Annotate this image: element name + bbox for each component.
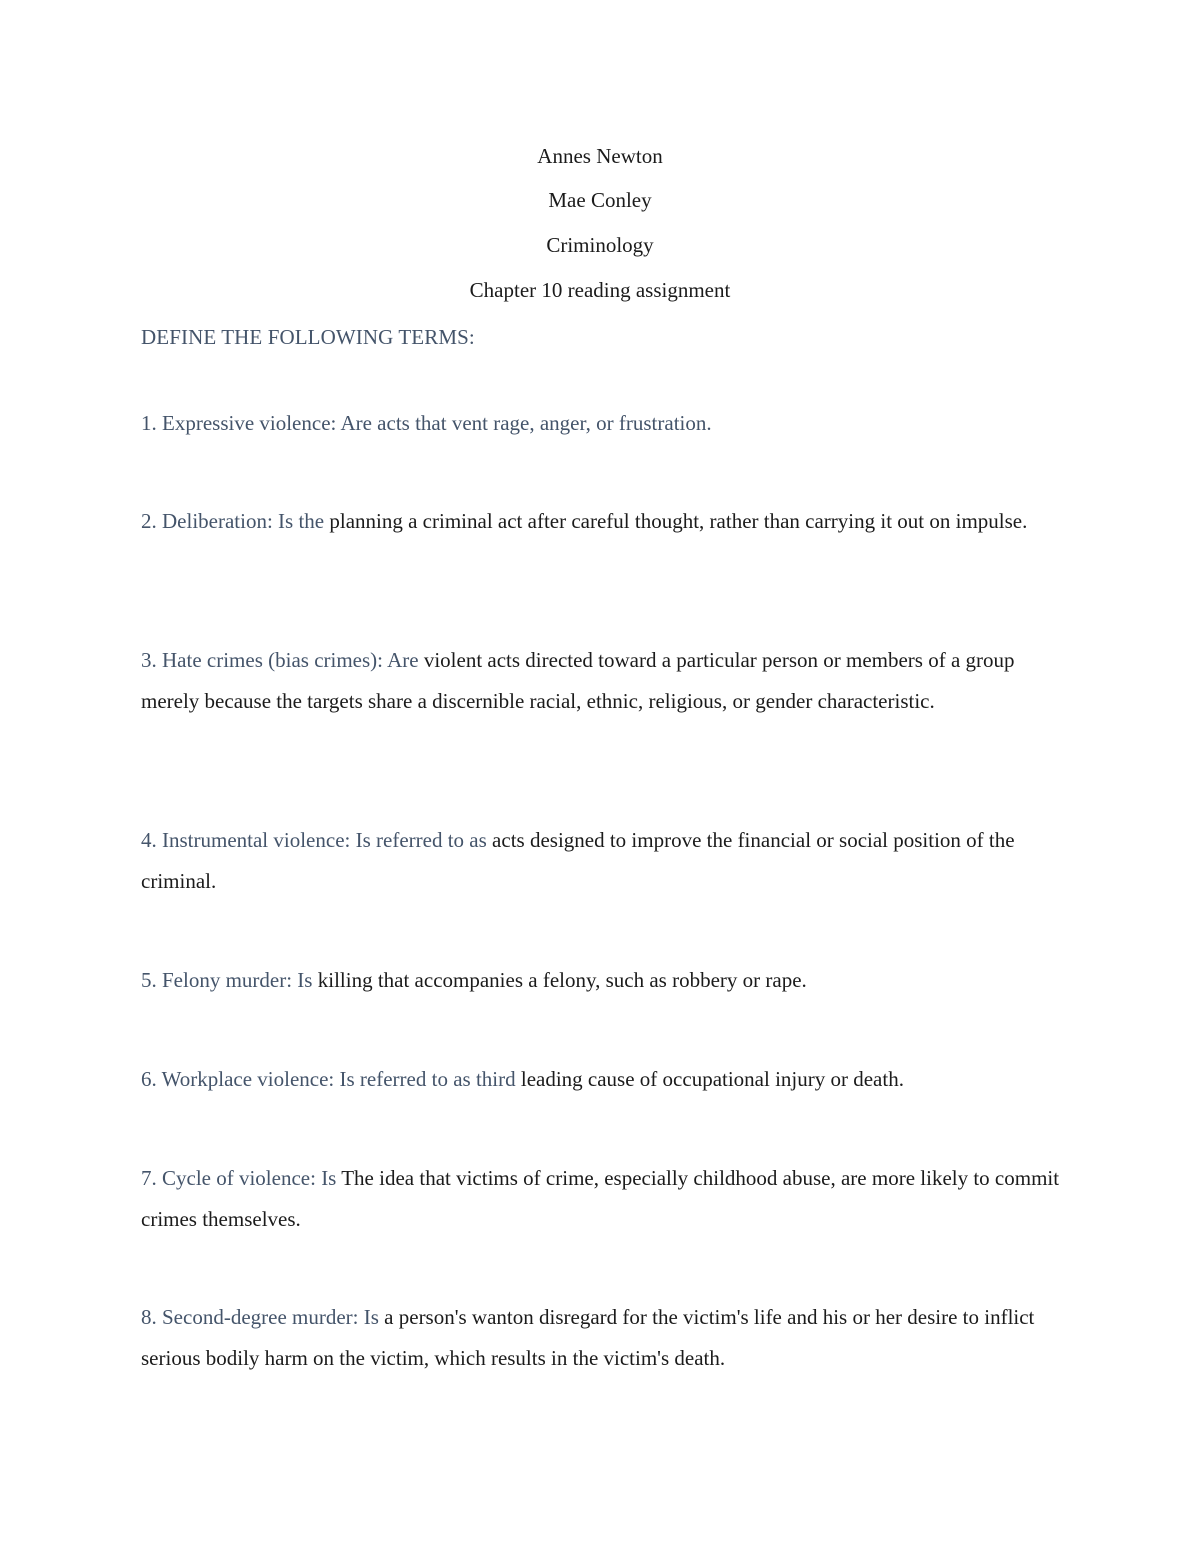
term-label: 4. Instrumental violence: Is referred to as	[141, 828, 493, 852]
term-definition: planning a criminal act after careful thought, rather than carrying it out on impulse.	[329, 509, 1028, 533]
term-definition: violent acts directed toward a particular person or members of a group merely because the targets share a discernible racial, ethnic, religious, or gender characteristic.	[141, 648, 1015, 713]
term-label: 5. Felony murder: Is	[141, 968, 318, 992]
course-name: Criminology	[546, 233, 654, 257]
term-definition: killing that accompanies a felony, such as robbery or rape.	[317, 968, 807, 992]
term-definition: acts designed to improve the financial or social position of the criminal.	[141, 828, 1015, 893]
term-item	[141, 1158, 1066, 1239]
student-name: Annes Newton	[537, 144, 663, 168]
term-definition: a person's wanton disregard for the victim's life and his or her desire to inflict serious bodily harm on the victim, which results in the victim's death.	[141, 1305, 1035, 1370]
term-item	[141, 820, 1066, 901]
term-item	[141, 1059, 1066, 1100]
term-label: 2. Deliberation: Is the	[141, 509, 330, 533]
term-item	[141, 403, 1066, 444]
term-item	[141, 640, 1066, 721]
term-item	[141, 960, 1066, 1001]
term-label: 3. Hate crimes (bias crimes): Are	[141, 648, 424, 672]
term-definition: The idea that victims of crime, especially childhood abuse, are more likely to commit crimes themselves.	[141, 1166, 1060, 1231]
term-definition: leading cause of occupational injury or death.	[520, 1067, 904, 1091]
term-item	[141, 1297, 1066, 1378]
assignment-title: Chapter 10 reading assignment	[469, 278, 731, 302]
term-label: 7. Cycle of violence: Is	[141, 1166, 342, 1190]
term-item	[141, 501, 1066, 542]
term-label: 6. Workplace violence: Is referred to as third	[141, 1067, 521, 1091]
term-label: 1. Expressive violence: Are acts that vent rage, anger, or frustration.	[141, 411, 712, 435]
instructions-heading: DEFINE THE FOLLOWING TERMS:	[141, 325, 475, 349]
term-label: 8. Second-degree murder: Is	[141, 1305, 385, 1329]
instructor-name: Mae Conley	[548, 188, 652, 212]
